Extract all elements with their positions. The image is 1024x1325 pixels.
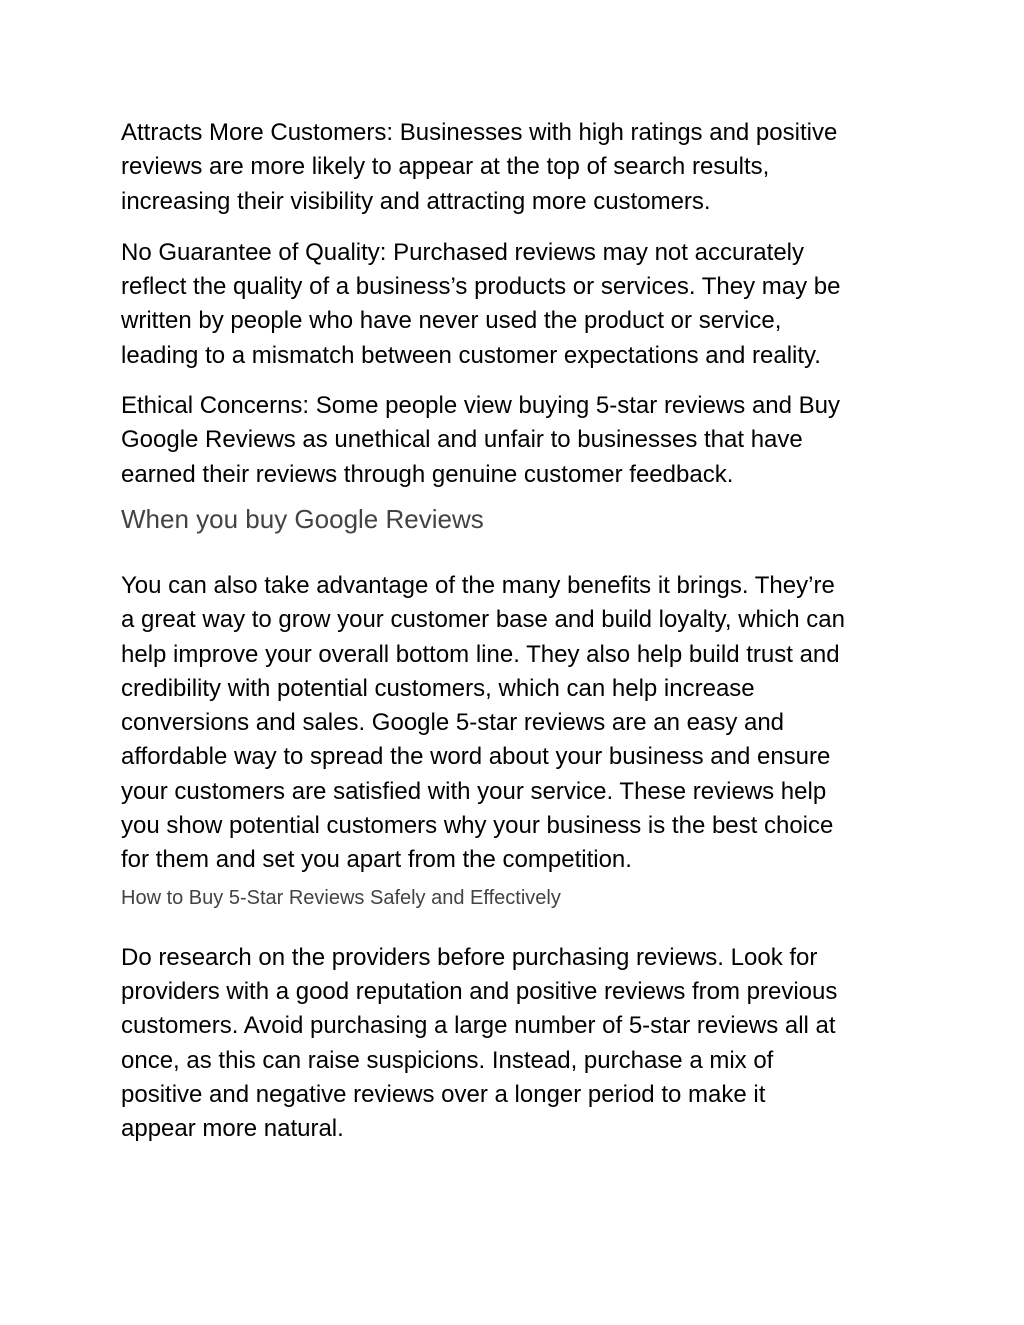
paragraph-do-research: Do research on the providers before purchasing reviews. Look for providers with a good reputation and positive reviews from previous customers. Avoid purchasing a large number of 5-star reviews all at once, as this can raise suspicions. Instead, purchase a mix of positive and negative reviews over a longer period to make it appear more natural. — [121, 943, 838, 1143]
paragraph-attracts-more-customers: Attracts More Customers: Businesses with high ratings and positive reviews are more likely to appear at the top of search results, increasing their visibility and attracting more customers. — [121, 119, 838, 215]
paragraph-benefits: You can also take advantage of the many benefits it brings. They’re a great way to grow your customer base and build loyalty, which can help improve your overall bottom line. They also help build trust and credibility with potential customers, which can help increase conversions and sales. Google 5-star reviews are an easy and affordable way to spread the word about your business and ensure your customers are satisfied with your service. These reviews help you show potential customers why your business is the best choice for them and set you apart from the competition. — [121, 571, 845, 874]
paragraph-ethical-concerns: Ethical Concerns: Some people view buying 5-star reviews and Buy Google Reviews as unethical and unfair to businesses that have earned their reviews through genuine customer feedback. — [121, 392, 841, 488]
heading-how-to-buy-safely: How to Buy 5-Star Reviews Safely and Effectively — [121, 886, 561, 909]
document-page — [121, 116, 911, 1146]
paragraph-no-guarantee-of-quality: No Guarantee of Quality: Purchased reviews may not accurately reflect the quality of a business’s products or services. They may be written by people who have never used the product or service, leading to a mismatch between customer expectations and reality. — [121, 238, 841, 369]
heading-when-you-buy-google-reviews: When you buy Google Reviews — [121, 503, 484, 534]
